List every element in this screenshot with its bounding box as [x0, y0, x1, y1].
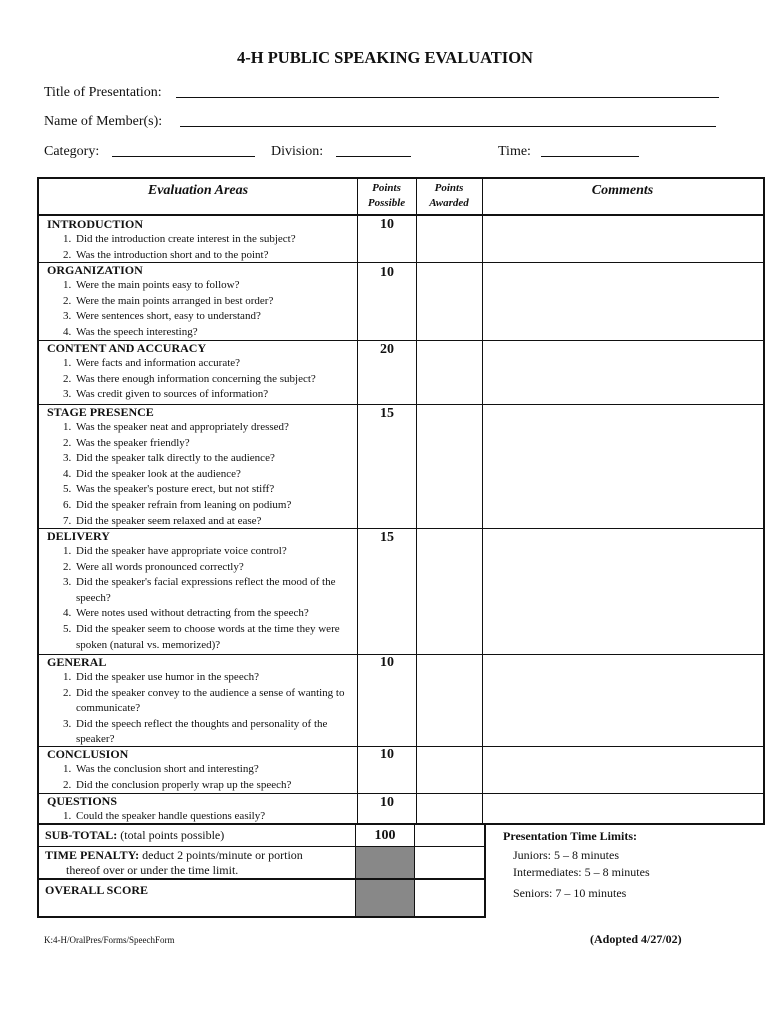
subtotal-label: SUB-TOTAL:	[45, 828, 118, 842]
time-limit-juniors: Juniors: 5 – 8 minutes	[513, 848, 620, 862]
points-possible: 10	[380, 217, 394, 232]
evaluation-table	[37, 177, 765, 825]
subtotal-awarded-cell[interactable]	[415, 825, 484, 846]
criterion: 1. Were the main points easy to follow?	[74, 278, 357, 294]
section-title: GENERAL	[47, 655, 107, 669]
criterion: 3. Did the speech reflect the thoughts and personality of the speaker?	[74, 717, 357, 748]
presentation-title-label: Title of Presentation:	[44, 85, 162, 100]
section-title: DELIVERY	[47, 529, 110, 543]
time-penalty-awarded-cell[interactable]	[415, 847, 484, 878]
time-label: Time:	[498, 144, 531, 159]
file-path: K:4-H/OralPres/Forms/SpeechForm	[44, 935, 175, 945]
col-divider	[484, 824, 486, 918]
row-divider	[37, 916, 486, 918]
score-summary	[37, 824, 486, 918]
col-divider	[357, 179, 358, 825]
time-penalty-shaded-cell	[356, 847, 414, 878]
criterion: 5. Was the speaker's posture erect, but not stiff?	[74, 482, 357, 498]
header-points-possible	[357, 181, 416, 211]
criterion: 1. Was the conclusion short and interesting?	[74, 762, 357, 778]
form-title: 4-H PUBLIC SPEAKING EVALUATION	[237, 48, 533, 67]
category-line[interactable]	[112, 156, 255, 157]
time-penalty-label: TIME PENALTY:	[45, 848, 140, 862]
section-title: STAGE PRESENCE	[47, 405, 154, 419]
criterion: 1. Were facts and information accurate?	[74, 356, 357, 372]
section-title: INTRODUCTION	[47, 217, 144, 231]
header-evaluation-areas: Evaluation Areas	[147, 183, 249, 198]
time-penalty-note: deduct 2 points/minute or portion	[139, 848, 303, 862]
criterion: 4. Was the speech interesting?	[74, 325, 357, 341]
time-penalty-note-2: thereof over or under the time limit.	[66, 863, 239, 877]
time-limit-seniors: Seniors: 7 – 10 minutes	[513, 886, 627, 900]
section-stage-presence	[47, 405, 357, 529]
time-limit-intermediates: Intermediates: 5 – 8 minutes	[513, 865, 650, 879]
header-comments: Comments	[591, 183, 654, 198]
criterion: 3. Did the speaker talk directly to the audience?	[74, 451, 357, 467]
criterion: 2. Was the speaker friendly?	[74, 436, 357, 452]
section-title: QUESTIONS	[47, 794, 118, 808]
header-points-awarded-line1: Points	[434, 182, 464, 194]
points-possible: 20	[380, 342, 394, 357]
presentation-title-line[interactable]	[176, 97, 719, 98]
division-label: Division:	[271, 144, 324, 159]
criterion: 2. Were all words pronounced correctly?	[74, 560, 357, 576]
adopted-date: (Adopted 4/27/02)	[590, 932, 682, 946]
header-points-possible-line1: Points	[372, 182, 401, 194]
division-line[interactable]	[336, 156, 411, 157]
criterion: 2. Was the introduction short and to the point?	[74, 248, 357, 264]
points-possible: 10	[380, 747, 394, 762]
overall-shaded-cell	[356, 880, 414, 916]
subtotal-note: (total points possible)	[117, 828, 225, 842]
criterion: 6. Did the speaker refrain from leaning on podium?	[74, 498, 357, 514]
criterion: 5. Did the speaker seem to choose words at the time they were spoken (natural vs. memorized)?	[74, 622, 357, 653]
member-name-line[interactable]	[180, 126, 716, 127]
criterion: 4. Were notes used without detracting from the speech?	[74, 606, 357, 622]
criterion: 3. Did the speaker's facial expressions reflect the mood of the speech?	[74, 575, 357, 606]
category-label: Category:	[44, 144, 100, 159]
criterion: 1. Did the speaker have appropriate voice control?	[74, 544, 357, 560]
header-points-awarded-line2: Awarded	[429, 197, 469, 209]
subtotal-row	[45, 828, 224, 843]
criterion: 3. Were sentences short, easy to understand?	[74, 309, 357, 325]
section-general	[47, 655, 357, 748]
col-divider	[37, 824, 39, 918]
time-penalty-row	[45, 848, 303, 878]
points-possible: 10	[380, 265, 394, 280]
points-awarded-column[interactable]	[417, 215, 482, 825]
points-possible: 15	[380, 406, 394, 421]
points-possible: 10	[380, 795, 394, 810]
time-line[interactable]	[541, 156, 639, 157]
criterion: 1. Did the speaker use humor in the speech?	[74, 670, 357, 686]
criterion: 1. Could the speaker handle questions easily?	[74, 809, 357, 825]
section-introduction	[47, 217, 357, 263]
section-questions	[47, 794, 357, 825]
header-points-possible-line2: Possible	[367, 197, 406, 209]
overall-score-label: OVERALL SCORE	[45, 883, 149, 897]
criterion: 3. Was credit given to sources of information?	[74, 387, 357, 403]
time-limits-heading: Presentation Time Limits:	[503, 829, 637, 843]
criterion: 2. Was there enough information concerning the subject?	[74, 372, 357, 388]
criterion: 4. Did the speaker look at the audience?	[74, 467, 357, 483]
section-title: CONCLUSION	[47, 747, 129, 761]
time-limits	[503, 828, 650, 902]
section-conclusion	[47, 747, 357, 793]
section-organization	[47, 263, 357, 340]
section-title: ORGANIZATION	[47, 263, 143, 277]
criterion: 2. Did the conclusion properly wrap up the speech?	[74, 778, 357, 794]
section-delivery	[47, 529, 357, 653]
criterion: 1. Did the introduction create interest in the subject?	[74, 232, 357, 248]
comments-column[interactable]	[483, 215, 763, 825]
subtotal-points: 100	[374, 828, 396, 843]
criterion: 1. Was the speaker neat and appropriately dressed?	[74, 420, 357, 436]
section-title: CONTENT AND ACCURACY	[47, 341, 207, 355]
criterion: 7. Did the speaker seem relaxed and at ease?	[74, 514, 357, 530]
criterion: 2. Were the main points arranged in best order?	[74, 294, 357, 310]
member-name-label: Name of Member(s):	[44, 114, 163, 129]
section-content-accuracy	[47, 341, 357, 403]
points-possible: 15	[380, 530, 394, 545]
points-possible: 10	[380, 655, 394, 670]
overall-score-cell[interactable]	[415, 880, 484, 916]
criterion: 2. Did the speaker convey to the audience a sense of wanting to communicate?	[74, 686, 357, 717]
header-points-awarded	[416, 181, 482, 211]
